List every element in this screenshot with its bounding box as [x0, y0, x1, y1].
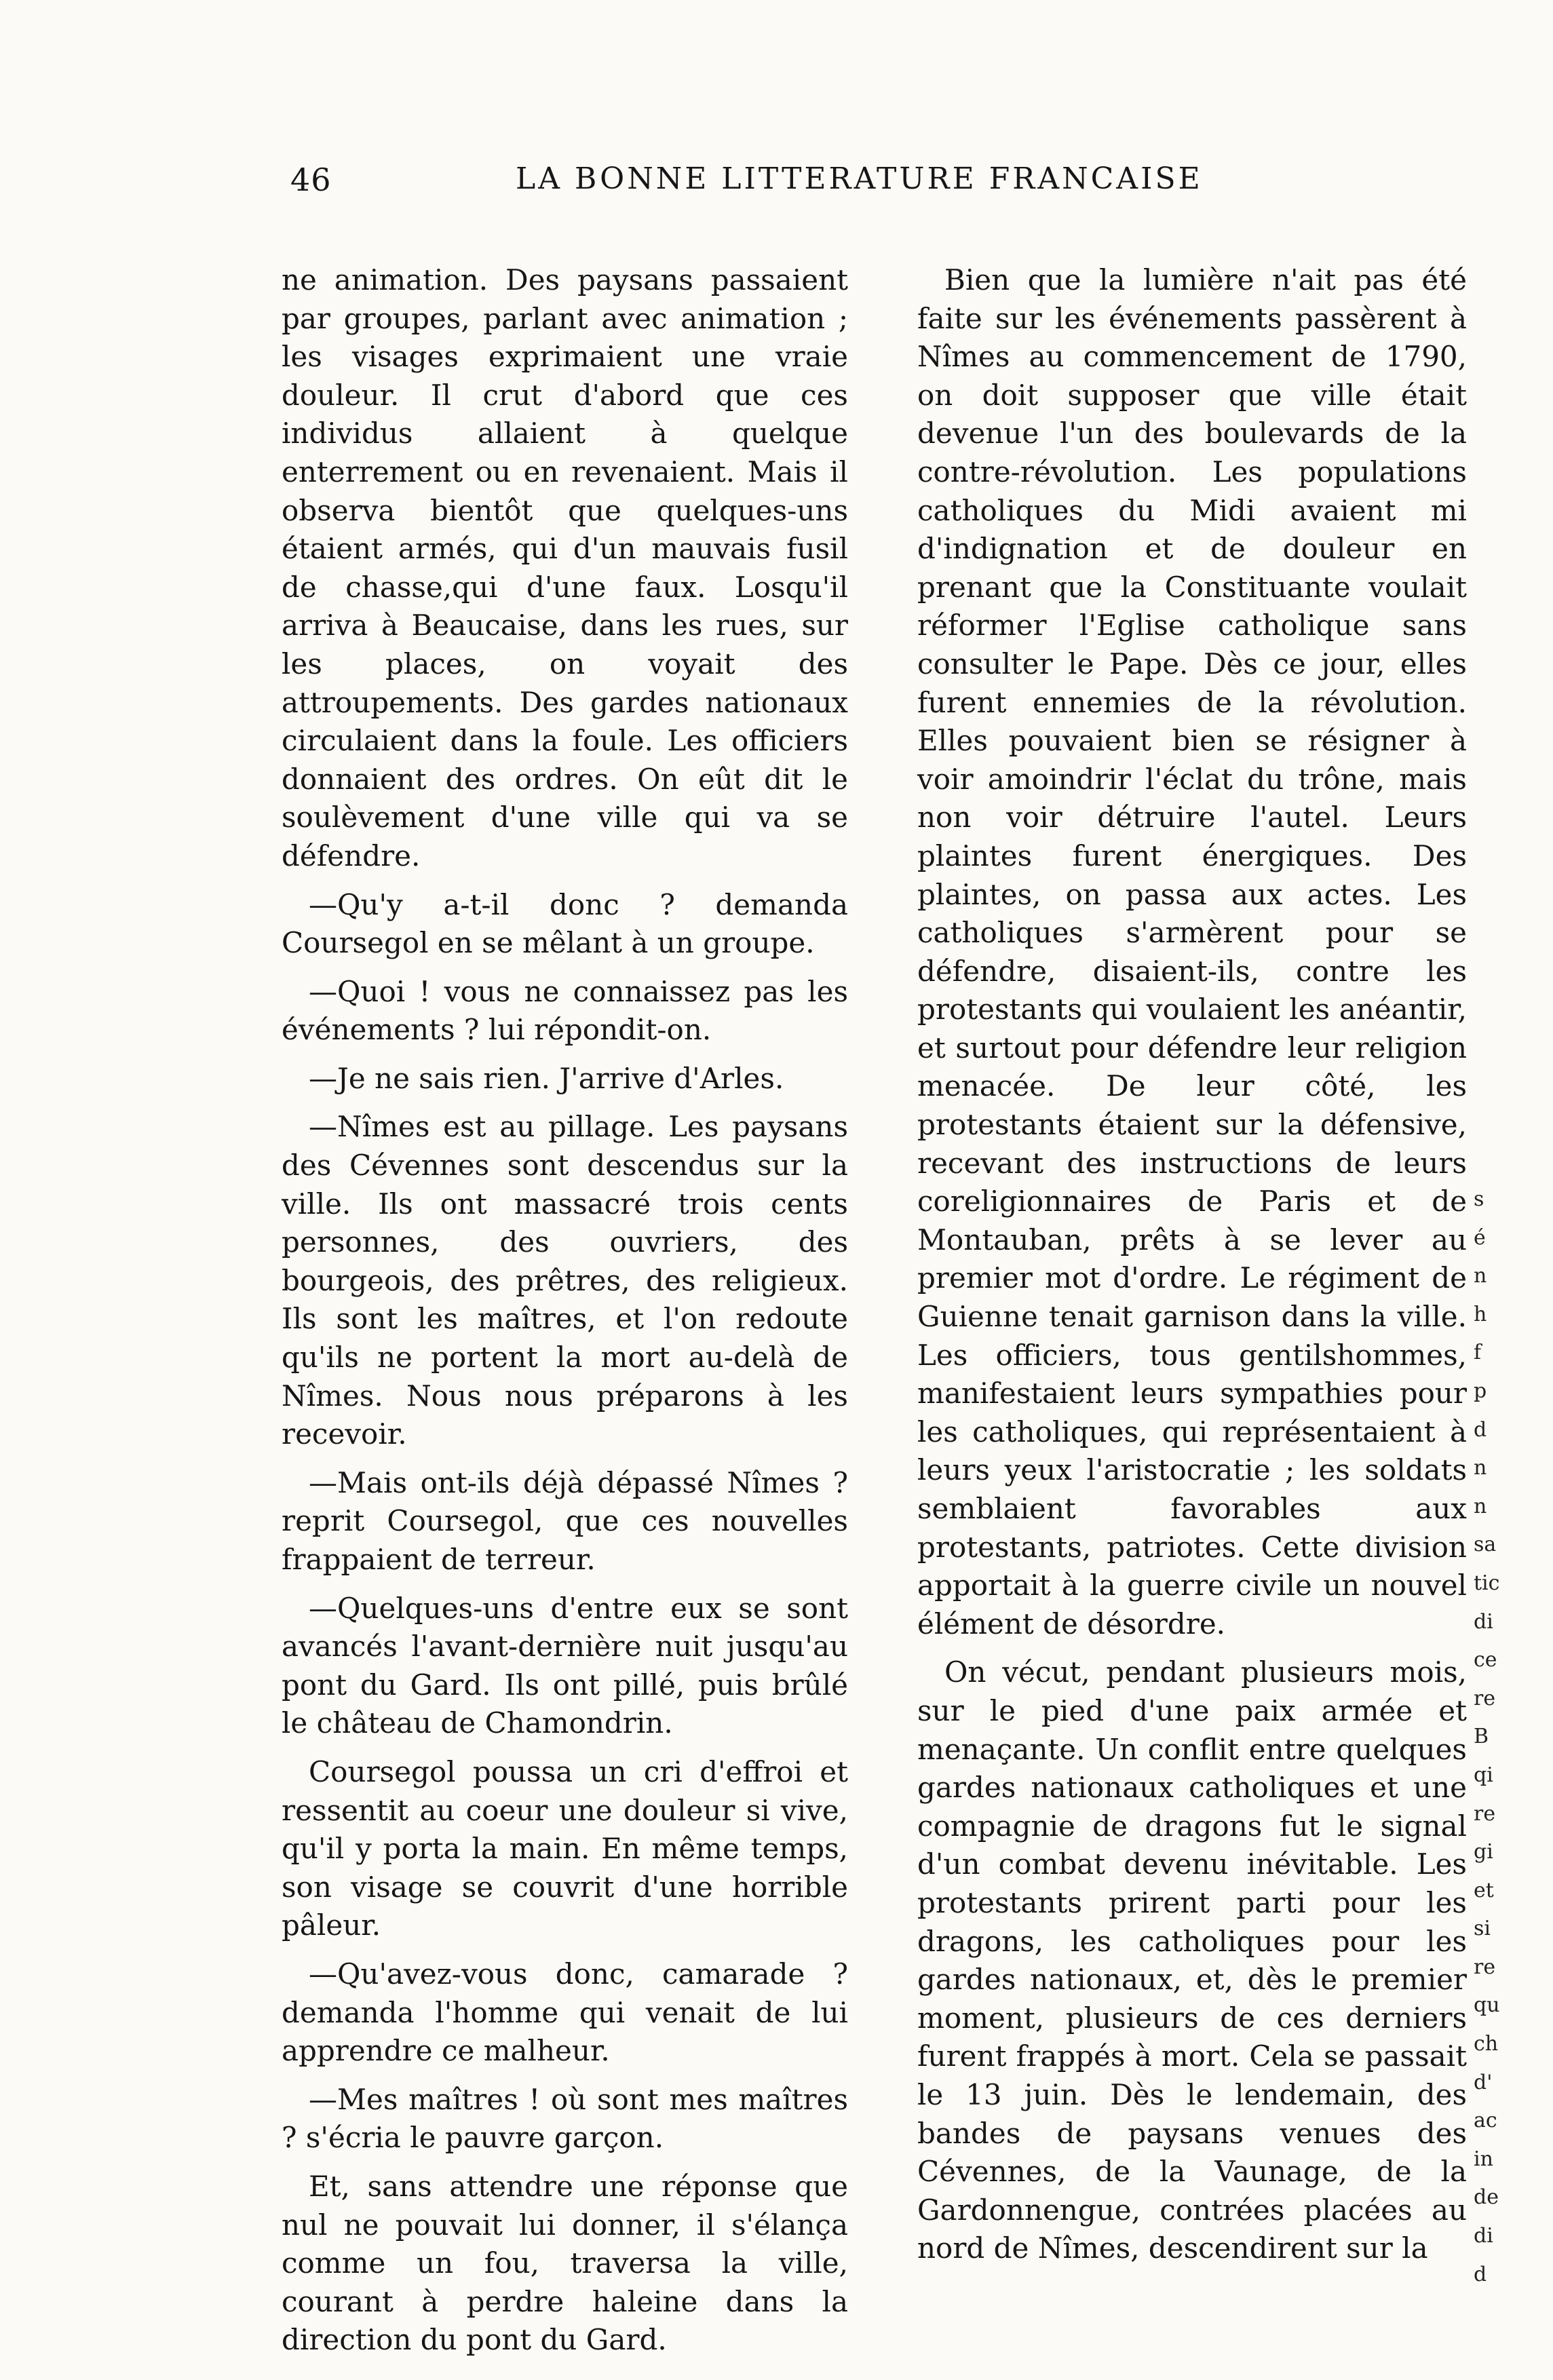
page-number: 46 — [290, 161, 332, 198]
margin-fragment: B — [1474, 1725, 1489, 1749]
margin-fragment: si — [1474, 1917, 1491, 1941]
margin-fragment: d — [1474, 1417, 1487, 1442]
page-header — [0, 161, 1553, 202]
margin-fragment: in — [1474, 2147, 1493, 2171]
margin-fragment: et — [1474, 1878, 1494, 1902]
margin-fragment: n — [1474, 1456, 1487, 1480]
margin-fragment: d' — [1474, 2070, 1493, 2094]
left-column — [282, 261, 848, 2370]
margin-fragment: tic — [1474, 1571, 1500, 1595]
margin-fragment: ac — [1474, 2109, 1497, 2133]
paragraph: Et, sans attendre une réponse que nul ne pouvait lui donner, il s'élança comme un fou, traversa la ville, courant à perdre haleine dans la direction du pont du Gard. — [282, 2169, 848, 2357]
margin-fragment: f — [1474, 1341, 1482, 1365]
margin-fragment: de — [1474, 2185, 1499, 2210]
margin-fragment: qu — [1474, 1993, 1500, 2018]
margin-fragment: n — [1474, 1494, 1487, 1518]
paragraph: —Nîmes est au pillage. Les paysans des Cévennes sont descendus sur la ville. Ils ont massacré trois cents personnes, des ouvriers, des bourgeois, des prêtres, des religieux. Ils sont les maîtres, et l'on redoute qu'ils ne portent la mort au-delà de Nîmes. Nous nous préparons à les recevoir. — [282, 1110, 848, 1451]
paragraph: —Je ne sais rien. J'arrive d'Arles. — [309, 1061, 784, 1095]
paragraph: —Qu'y a-t-il donc ? demanda Coursegol en se mêlant à un groupe. — [282, 887, 848, 960]
margin-fragment: qi — [1474, 1763, 1493, 1787]
margin-fragment: ce — [1474, 1648, 1497, 1672]
paragraph: —Mais ont-ils déjà dépassé Nîmes ? reprit Coursegol, que ces nouvelles frappaient de terreur. — [282, 1465, 848, 1576]
paragraph: —Qu'avez-vous donc, camarade ? demanda l'homme qui venait de lui apprendre ce malheur. — [282, 1957, 848, 2068]
margin-fragment: di — [1474, 2224, 1493, 2248]
margin-fragment: n — [1474, 1264, 1487, 1288]
paragraph: —Quoi ! vous ne connaissez pas les événements ? lui répondit-on. — [282, 974, 848, 1047]
margin-fragment: s — [1474, 1187, 1484, 1211]
paragraph: Bien que la lumière n'ait pas été faite sur les événements passèrent à Nîmes au commencement de 1790, on doit supposer que ville était devenue l'un des boulevards de la contre-révolution. Les populations catholiques du Midi avaient mi d'indignation et de douleur en prenant que la Constituante voulait réformer l'Eglise catholique sans consulter le Pape. Dès ce jour, elles furent ennemies de la révolution. Elles pouvaient bien se résigner à voir amoindrir l'éclat du trône, mais non voir détruire l'autel. Leurs plaintes furent énergiques. Des plaintes, on passa aux actes. Les catholiques s'armèrent pour se défendre, disaient-ils, contre les protestants qui voulaient les anéantir, et surtout pour défendre leur religion menacée. De leur côté, les protestants étaient sur la défensive, recevant des instructions de leurs coreligionnaires de Paris et de Montauban, prêts à se lever au premier mot d'ordre. Le régiment de Guienne tenait garnison dans la ville. Les officiers, tous gentilshommes, manifestaient leurs sympathies pour les catholiques, qui représentaient à leurs yeux l'aristocratie ; les soldats semblaient favorables aux protestants, patriotes. Cette division apportait à la guerre civile un nouvel élément de désordre. — [917, 263, 1467, 1640]
paragraph: ne animation. Des paysans passaient par groupes, parlant avec animation ; les visages exprimaient une vraie douleur. Il crut d'abord que ces individus allaient à quelque enterrement ou en revenaient. Mais il observa bientôt que quelques-uns étaient armés, qui d'un mauvais fusil de chasse,qui d'une faux. Losqu'il arriva à Beaucaise, dans les rues, sur les places, on voyait des attroupements. Des gardes nationaux circulaient dans la foule. Les officiers donnaient des ordres. On eût dit le soulèvement d'une ville qui va se défendre. — [282, 263, 848, 872]
margin-fragment: sa — [1474, 1533, 1497, 1557]
margin-fragment: gi — [1474, 1840, 1493, 1864]
margin-fragment: p — [1474, 1379, 1487, 1403]
margin-fragment: di — [1474, 1609, 1493, 1634]
margin-fragment: é — [1474, 1225, 1486, 1250]
paragraph: On vécut, pendant plusieurs mois, sur le pied d'une paix armée et menaçante. Un conflit entre quelques gardes nationaux catholiques et une compagnie de dragons fut le signal d'un combat devenu inévitable. Les protestants prirent parti pour les dragons, les catholiques pour les gardes nationaux, et, dès le premier moment, plusieurs de ces derniers furent frappés à mort. Cela se passait le 13 juin. Dès le lendemain, des bandes de paysans venues des Cévennes, de la Vaunage, de la Gardonnengue, contrées placées au nord de Nîmes, descendirent sur la — [917, 1655, 1467, 2265]
margin-fragment: d — [1474, 2262, 1487, 2286]
paragraph: —Mes maîtres ! où sont mes maîtres ? s'écria le pauvre garçon. — [282, 2082, 848, 2155]
paragraph: —Quelques-uns d'entre eux se sont avancés l'avant-dernière nuit jusqu'au pont du Gard. Ils ont pillé, puis brûlé le château de Chamondrin. — [282, 1591, 848, 1740]
margin-fragment: ch — [1474, 2032, 1499, 2056]
margin-fragment: re — [1474, 1801, 1496, 1826]
running-title: LA BONNE LITTERATURE FRANCAISE — [516, 161, 1203, 196]
margin-bleed-text — [1474, 1181, 1521, 2294]
margin-fragment: re — [1474, 1955, 1496, 1979]
right-column — [917, 261, 1467, 2265]
paragraph: Coursegol poussa un cri d'effroi et ressentit au coeur une douleur si vive, qu'il y porta la main. En même temps, son visage se couvrit d'une horrible pâleur. — [282, 1754, 848, 1942]
margin-fragment: re — [1474, 1686, 1496, 1710]
margin-fragment: h — [1474, 1302, 1487, 1326]
